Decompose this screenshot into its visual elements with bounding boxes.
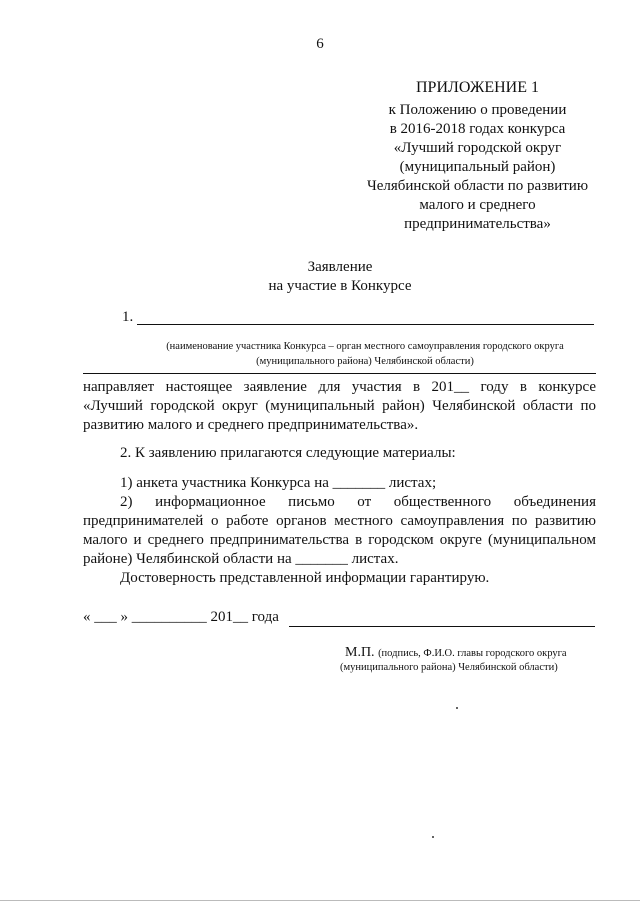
scan-speck [456, 707, 458, 709]
date-line: « ___ » __________ 201__ года [83, 609, 279, 625]
paragraph-line: направляет настоящее заявление для участия в 201__ году в конкурсе [83, 379, 596, 395]
appendix-line: малого и среднего [419, 197, 536, 213]
signature-caption-line1: (подпись, Ф.И.О. главы городского округа [378, 648, 567, 659]
paragraph-1 [83, 378, 596, 435]
item1-number: 1. [122, 309, 134, 325]
participant-name-caption [130, 339, 600, 369]
document-title-line2: на участие в Конкурсе [268, 278, 412, 294]
appendix-line: к Положению о проведении [388, 102, 567, 118]
list-item-continued: предпринимателей о работе органов местного самоуправления по развитию [83, 513, 596, 529]
list-item-continued: малого и среднего предпринимательства в городском округе (муниципальном [83, 532, 596, 548]
participant-name-field-line [137, 324, 594, 325]
appendix-line: предпринимательства» [404, 216, 551, 232]
list-item-continued: районе) Челябинской области на _______ листах. [83, 551, 399, 567]
item2-list [83, 474, 596, 588]
page-number: 6 [316, 36, 324, 52]
document-title [0, 258, 640, 296]
paragraph-line: развитию малого и среднего предпринимательства». [83, 417, 419, 433]
signature-caption-line2: (муниципального района) Челябинской области) [340, 662, 558, 673]
signature-field-line [289, 626, 595, 627]
document-title-line1: Заявление [307, 259, 373, 275]
appendix-line: Челябинской области по развитию [366, 178, 589, 194]
caption-line: (муниципального района) Челябинской области) [256, 356, 474, 367]
section-divider [83, 373, 596, 374]
appendix-line: в 2016-2018 годах конкурса [389, 121, 566, 137]
list-item: 2) информационное письмо от общественного объединения [120, 494, 596, 510]
caption-line: (наименование участника Конкурса – орган местного самоуправления городского округа [166, 341, 564, 352]
paragraph-line: «Лучший городской округ (муниципальный район) Челябинской области по [83, 398, 596, 414]
appendix-line: «Лучший городской округ [393, 140, 562, 156]
item2-heading [83, 444, 596, 463]
scan-speck [432, 836, 434, 838]
list-item: 1) анкета участника Конкурса на _______ листах; [120, 475, 437, 491]
appendix-header [340, 78, 615, 234]
page-bottom-edge [0, 900, 640, 901]
guarantee-statement: Достоверность представленной информации гарантирую. [120, 570, 490, 586]
appendix-line: (муниципальный район) [399, 159, 556, 175]
stamp-label: М.П. [345, 645, 375, 660]
stamp-place [345, 644, 567, 663]
appendix-title: ПРИЛОЖЕНИЕ 1 [415, 79, 539, 96]
item2-heading-text: 2. К заявлению прилагаются следующие материалы: [120, 445, 456, 461]
